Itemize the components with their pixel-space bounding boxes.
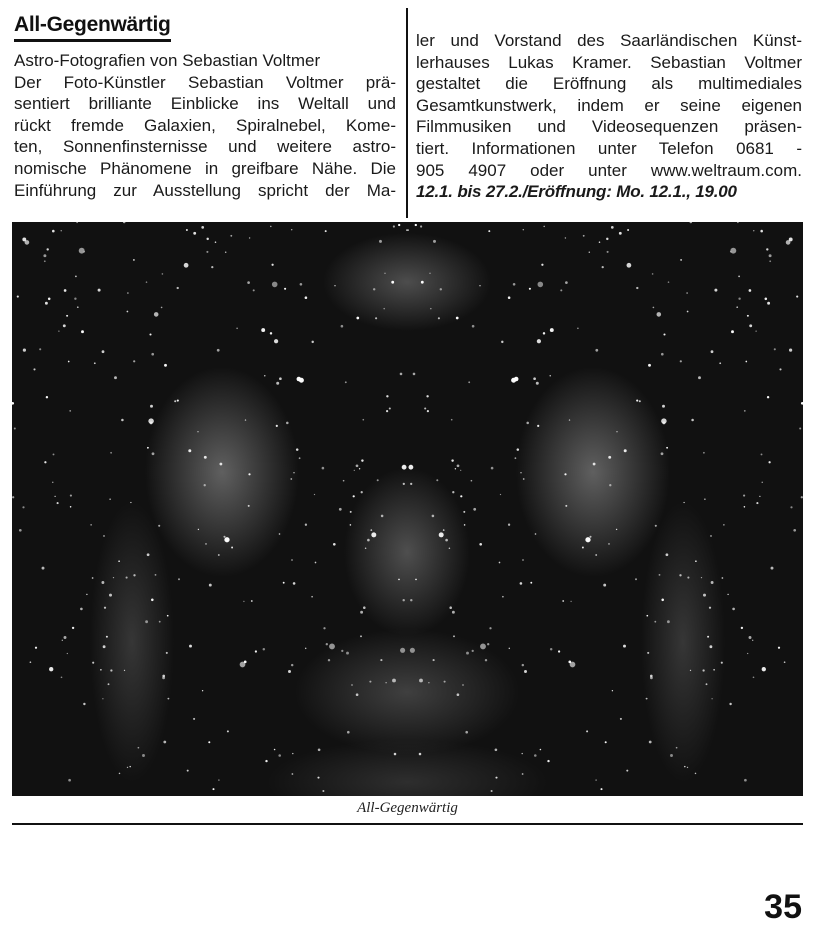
- caption-rule: [12, 823, 803, 825]
- text-line: gestaltet die Eröffnung als multimediales: [416, 74, 802, 94]
- text-line: ler und Vorstand des Saarländischen Künst-: [416, 31, 802, 50]
- text-line: Astro-Fotografien von Sebastian Voltmer: [14, 51, 321, 70]
- text-line: ten, Sonnenfinsternisse und weitere astro-: [14, 137, 396, 157]
- text-line: Filmmusiken und Videosequenzen präsen-: [416, 117, 802, 137]
- page-number: 35: [764, 888, 802, 926]
- star-field: [12, 222, 803, 796]
- text-line: nomische Phänomene in greifbare Nähe. Die: [14, 158, 396, 178]
- text-line: rückt fremde Galaxien, Spiralnebel, Kome-: [14, 115, 396, 135]
- text-line: Gesamtkunstwerk, indem er seine eigenen: [416, 95, 802, 115]
- text-line: sentiert brilliante Einblicke ins Weltall und: [14, 94, 396, 114]
- event-dates: 12.1. bis 27.2./Eröffnung: Mo. 12.1., 19.00: [416, 182, 737, 202]
- text-line: Einführung zur Ausstellung spricht der Ma-: [14, 180, 396, 200]
- article-headline: All-Gegenwärtig: [14, 12, 171, 42]
- article-column-right: [416, 30, 802, 203]
- astro-photo: [12, 222, 803, 796]
- text-line: lerhauses Lukas Kramer. Sebastian Voltmer: [416, 52, 802, 72]
- photo-caption: All-Gegenwärtig: [357, 800, 458, 816]
- column-divider: [406, 8, 408, 218]
- article-column-left: [14, 50, 396, 201]
- text-line: Der Foto-Künstler Sebastian Voltmer prä-: [14, 72, 396, 92]
- text-line: 905 4907 oder unter www.weltraum.com.: [416, 160, 802, 180]
- text-line: tiert. Informationen unter Telefon 0681 -: [416, 138, 802, 158]
